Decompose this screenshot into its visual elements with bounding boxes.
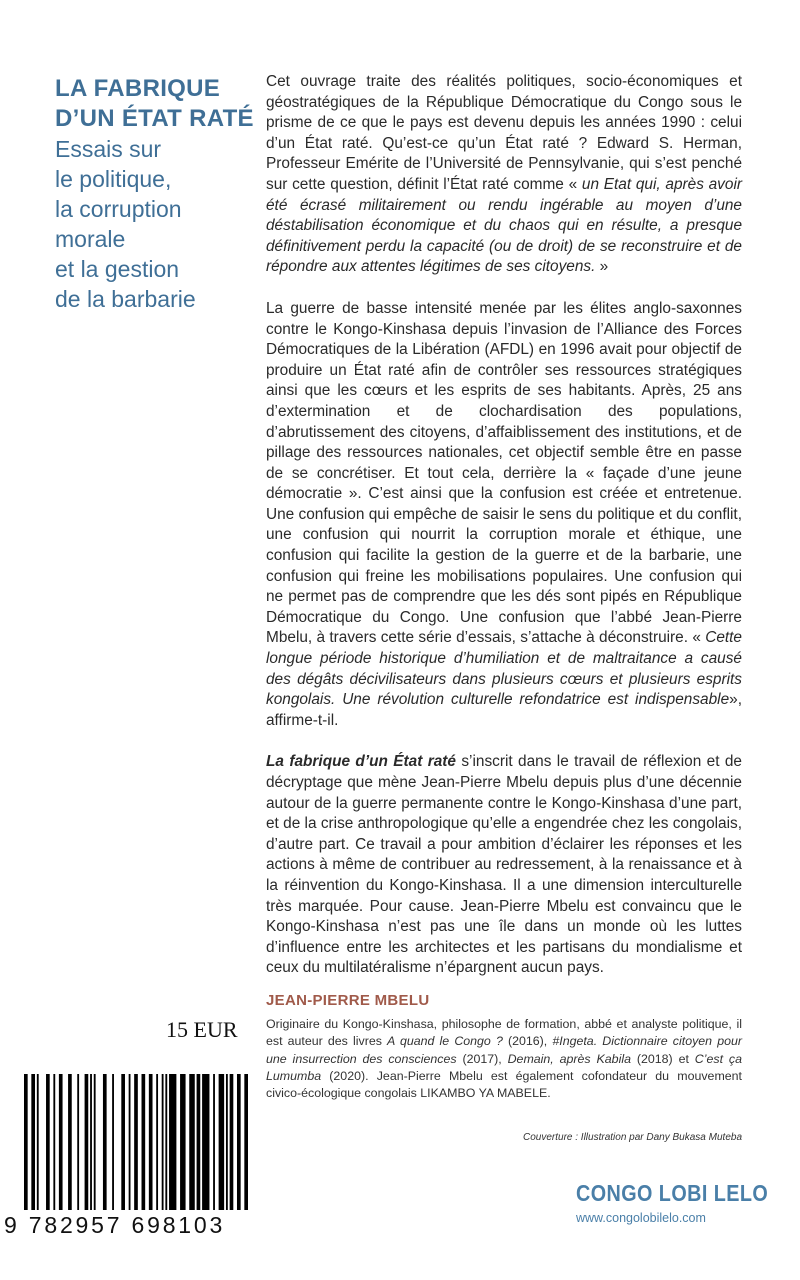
isbn-barcode bbox=[20, 1074, 252, 1214]
barcode-bar bbox=[77, 1074, 79, 1210]
paragraph-2: La guerre de basse intensité menée par les élites anglo-saxonnes contre le Kongo-Kinshasa depuis l’invasion de l’Alliance des Forces Démocratiques de la Libération (AFDL) en 1996 avait pour objectif de produire un État raté afin de contrôler ses ressources stratégiques ainsi que les cœurs et les esprits de ses habitants. Après, 25 ans d’extermination et de clochardisation des populations, d’abrutissement des citoyens, d’affaiblissement des institutions, et de pillage des ressources nationales, cet objectif semble être en passe de se concrétiser. Et tout cela, derrière la « façade d’une jeune démocratie ». C’est ainsi que la confusion est créée et entretenue. Une confusion qui empêche de saisir le sens du politique et du conflit, une confusion qui nourrit la corruption morale et éthique, une confusion qui facilite la gestion de la guerre et de la barbarie, une confusion qui freine les mobilisations populaires. Une confusion qui ne permet pas de comprendre que les dés sont pipés en République Démocratique du Congo. Une confusion que l’abbé Jean-Pierre Mbelu, à travers cette série d’essais, s’attache à déconstruire. « Cette longue période historique d’humiliation et de maltraitance a causé des dégâts décivilisateurs dans plusieurs cœurs et plusieurs esprits kongolais. Une révolution culturelle refondatrice est indispensable», affirme-t-il. bbox=[266, 299, 742, 729]
barcode-bar bbox=[165, 1074, 167, 1210]
barcode-bar bbox=[121, 1074, 125, 1210]
barcode-bar bbox=[129, 1074, 131, 1210]
barcode-bar bbox=[202, 1074, 209, 1210]
price-label: 15 EUR bbox=[166, 1017, 238, 1042]
publisher-logo bbox=[576, 1180, 769, 1225]
cover-credit: Couverture : Illustration par Dany Bukasa Muteba bbox=[523, 1132, 742, 1143]
book-subtitle bbox=[55, 134, 255, 314]
barcode-bar bbox=[226, 1074, 228, 1210]
barcode-bar bbox=[94, 1074, 96, 1210]
publisher-url[interactable]: www.congolobilelo.com bbox=[576, 1211, 706, 1225]
barcode-bar bbox=[230, 1074, 234, 1210]
barcode-bar bbox=[90, 1074, 92, 1210]
barcode-bar bbox=[46, 1074, 50, 1210]
subtitle-line: Essais sur bbox=[55, 136, 162, 162]
barcode-bar bbox=[85, 1074, 89, 1210]
author-name: JEAN-PIERRE MBELU bbox=[266, 992, 430, 1009]
barcode-bar bbox=[197, 1074, 201, 1210]
barcode-bar bbox=[219, 1074, 225, 1210]
barcode-bar bbox=[112, 1074, 114, 1210]
barcode-bar bbox=[24, 1074, 28, 1210]
barcode-bar bbox=[189, 1074, 195, 1210]
barcode-bar bbox=[244, 1074, 248, 1210]
paragraph-3: La fabrique d’un État raté s’inscrit dans le travail de réflexion et de décryptage que mène Jean-Pierre Mbelu depuis plus d’une décennie autour de la guerre permanente contre le Kongo-Kinshasa d’une part, et de la crise anthropologique qu’elle a engendrée chez les congolais, d’autre part. Ce travail a pour ambition d’éclairer les réponses et les actions à même de contribuer au redressement, à la renaissance et à la réinvention du Kongo-Kinshasa. Il a une dimension interculturelle très marquée. Pour cause. Jean-Pierre Mbelu est convaincu que le Kongo-Kinshasa n’est pas une île dans un monde où les luttes d’influence entre les architectes et les partisans du mondialisme et ceux du multilatéralisme n’épargnent aucun pays. bbox=[266, 753, 742, 977]
publisher-name: CONGO LOBI LELO bbox=[576, 1180, 769, 1206]
back-cover-text bbox=[266, 72, 742, 1000]
barcode-bar bbox=[237, 1074, 241, 1210]
barcode-bar bbox=[103, 1074, 107, 1210]
subtitle-line: de la barbarie bbox=[55, 286, 196, 312]
barcode-bar bbox=[59, 1074, 63, 1210]
subtitle-line: le politique, bbox=[55, 166, 172, 192]
barcode-bar bbox=[134, 1074, 138, 1210]
barcode-bar bbox=[180, 1074, 186, 1210]
subtitle-line: la corruption bbox=[55, 196, 182, 222]
barcode-bar bbox=[37, 1074, 39, 1210]
subtitle-line: et la gestion bbox=[55, 256, 180, 282]
book-title-line-2: D’UN ÉTAT RATÉ bbox=[55, 105, 254, 132]
paragraph-1: Cet ouvrage traite des réalités politiques, socio-économiques et géostratégiques de la République Démocratique du Congo sous le prisme de ce que le pays est devenu depuis les années 1990 : celui d’un État raté. Qu’est-ce qu’un État raté ? Edward S. Herman, Professeur Emérite de l’Université de Pennsylvanie, qui s’est penché sur cette question, définit l’État raté comme « un Etat qui, après avoir été écrasé militairement ou rendu ingérable au moyen d’une déstabilisation économique et du chaos qui en résulte, a presque définitivement perdu la capacité (ou de droit) de se reconstruire et de répondre aux attentes légitimes de ses citoyens. » bbox=[266, 73, 742, 276]
barcode-bar bbox=[53, 1074, 55, 1210]
barcode-bar bbox=[149, 1074, 153, 1210]
barcode-bar bbox=[169, 1074, 176, 1210]
book-title-line-1: LA FABRIQUE bbox=[55, 75, 221, 102]
book-title-block bbox=[55, 74, 255, 314]
barcode-bar bbox=[213, 1074, 215, 1210]
barcode-bar bbox=[142, 1074, 146, 1210]
barcode-bar bbox=[156, 1074, 158, 1210]
subtitle-line: morale bbox=[55, 226, 126, 252]
barcode-bar bbox=[31, 1074, 35, 1210]
barcode-bar bbox=[68, 1074, 72, 1210]
isbn-number: 9 782957 698103 bbox=[4, 1212, 226, 1238]
author-bio: Originaire du Kongo-Kinshasa, philosophe de formation, abbé et analyste politique, il est auteur des livres A quand le Congo ? (2016), #Ingeta. Dictionnaire citoyen pour une insurrection des consciences (2017), Demain, après Kabila (2018) et C’est ça Lumumba (2020). Jean-Pierre Mbelu est également cofondateur du mouvement civico-écologique congolais LIKAMBO YA MABELE. bbox=[266, 1017, 743, 1101]
barcode-bar bbox=[162, 1074, 164, 1210]
